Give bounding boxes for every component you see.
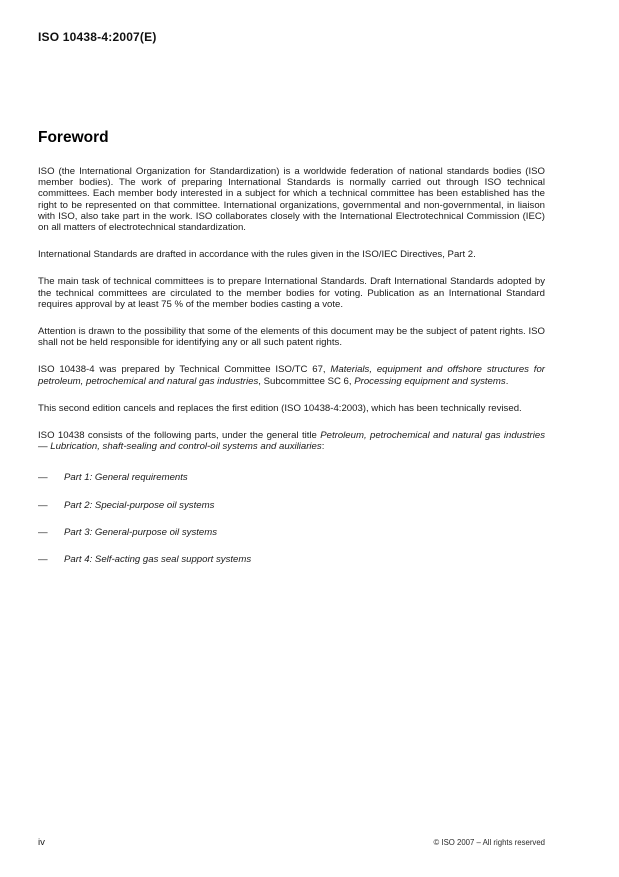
paragraph bbox=[38, 326, 545, 348]
list-item bbox=[38, 472, 545, 483]
text-segment: International Standards are drafted in accordance with the rules given in the ISO/IEC Directives, Part 2. bbox=[38, 249, 476, 261]
list-item-label: Part 3: General-purpose oil systems bbox=[64, 526, 218, 538]
list-item-label: Part 4: Self-acting gas seal support systems bbox=[64, 554, 252, 566]
parts-list bbox=[38, 472, 545, 565]
list-item-label: Part 1: General requirements bbox=[64, 472, 188, 484]
paragraph bbox=[38, 403, 545, 414]
text-segment: , Subcommittee SC 6, bbox=[258, 375, 355, 387]
text-segment: . bbox=[505, 375, 509, 387]
italic-text-segment: Processing equipment and systems bbox=[354, 375, 506, 387]
list-item bbox=[38, 527, 545, 538]
text-segment: The main task of technical committees is to prepare International Standards. Draft International Standards adopted by the technical committees are circulated to the member bodies for voting. Publication as an International Standard requires approval by at least 75 % of the member bodies casting a vote. bbox=[38, 276, 545, 310]
dash-list-marker: — bbox=[38, 526, 48, 538]
page-number: iv bbox=[38, 837, 45, 848]
page-content bbox=[38, 130, 545, 581]
text-segment: This second edition cancels and replaces the first edition (ISO 10438-4:2003), which has been technically revised. bbox=[38, 402, 522, 414]
paragraph bbox=[38, 276, 545, 310]
list-item-label: Part 2: Special-purpose oil systems bbox=[64, 499, 215, 511]
text-segment: : bbox=[321, 441, 325, 453]
page-footer bbox=[38, 837, 545, 848]
list-item bbox=[38, 500, 545, 511]
paragraph bbox=[38, 249, 545, 260]
italic-text-segment: Materials, equipment and offshore structures for petroleum, petrochemical and natural gas industries bbox=[38, 364, 545, 387]
section-heading: Foreword bbox=[38, 129, 109, 146]
text-segment: Attention is drawn to the possibility that some of the elements of this document may be the subject of patent rights. ISO shall not be held responsible for identifying any or all such patent rights. bbox=[38, 326, 545, 349]
copyright-notice: © ISO 2007 – All rights reserved bbox=[433, 838, 545, 847]
running-header: ISO 10438-4:2007(E) bbox=[38, 30, 157, 44]
text-segment: ISO (the International Organization for Standardization) is a worldwide federation of national standards bodies (ISO member bodies). The work of preparing International Standards is normally carried out through ISO technical committees. Each member body interested in a subject for which a technical committee has been established has the right to be represented on that committee. International organizations, governmental and non-governmental, in liaison with ISO, also take part in the work. ISO collaborates closely with the International Electrotechnical Commission (IEC) on all matters of electrotechnical standardization. bbox=[38, 166, 545, 234]
list-item bbox=[38, 554, 545, 565]
dash-list-marker: — bbox=[38, 499, 48, 511]
body-paragraphs bbox=[38, 166, 545, 452]
dash-list-marker: — bbox=[38, 472, 48, 484]
paragraph bbox=[38, 364, 545, 386]
text-segment: ISO 10438 consists of the following parts, under the general title bbox=[38, 430, 321, 442]
dash-list-marker: — bbox=[38, 554, 48, 566]
italic-text-segment: Petroleum, petrochemical and natural gas industries — Lubrication, shaft-sealing and control-oil systems and auxiliaries bbox=[38, 430, 545, 453]
paragraph bbox=[38, 430, 545, 452]
text-segment: ISO 10438-4 was prepared by Technical Committee ISO/TC 67, bbox=[38, 364, 331, 376]
paragraph bbox=[38, 166, 545, 233]
